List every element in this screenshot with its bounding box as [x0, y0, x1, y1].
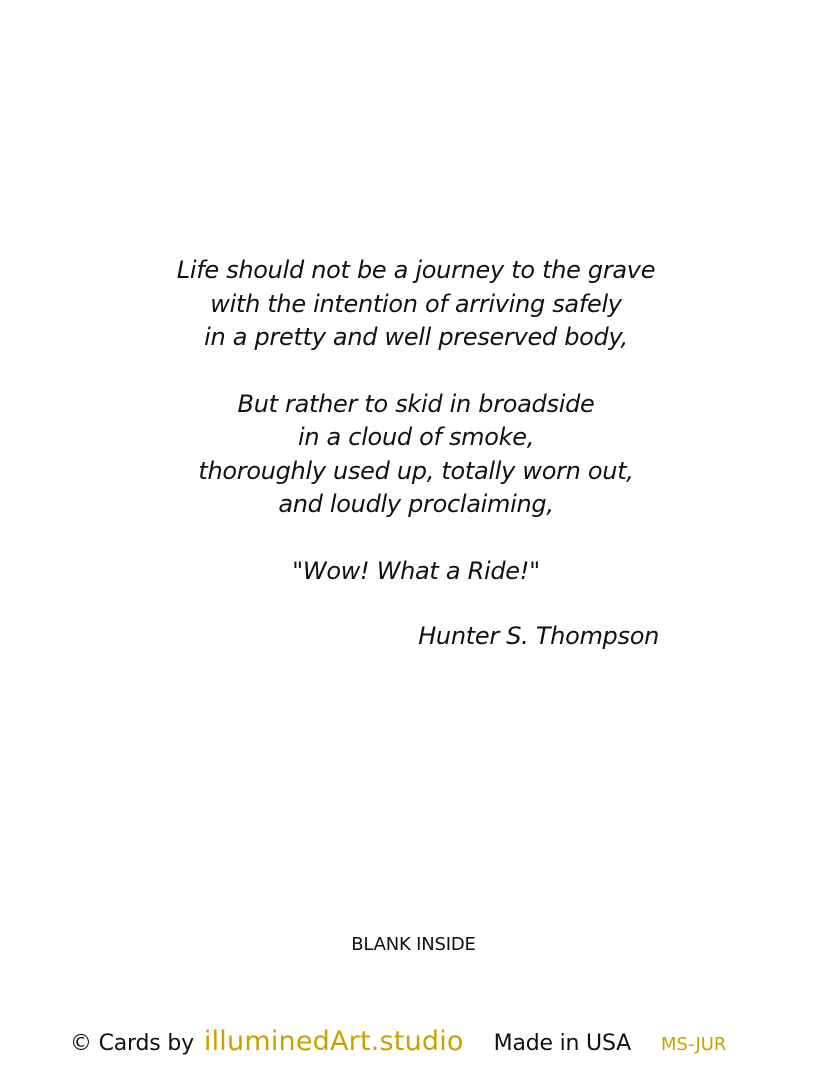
quote-line: and loudly proclaiming, [278, 490, 554, 518]
card-footer [70, 1026, 726, 1057]
quote-stanza-1 [0, 254, 827, 355]
copyright-text: © Cards by [70, 1031, 194, 1056]
quote-line: with the intention of arriving safely [210, 289, 622, 318]
quote-line: thoroughly used up, totally worn out, [198, 456, 634, 485]
quote-line: in a cloud of smoke, [297, 423, 535, 451]
quote-line: Life should not be a journey to the grave [176, 256, 656, 284]
quote-attribution: Hunter S. Thompson [418, 622, 659, 650]
blank-inside-note: BLANK INSIDE [351, 934, 476, 955]
made-in-text: Made in USA [493, 1031, 631, 1056]
quote-line: But rather to skid in broadside [237, 389, 595, 418]
quote-line: in a pretty and well preserved body, [204, 323, 628, 351]
product-code: MS-JUR [661, 1034, 727, 1055]
brand-name: illuminedArt.studio [203, 1026, 464, 1057]
quote-stanza-2 [0, 388, 827, 522]
quote-stanza-3 [0, 555, 827, 589]
quote-exclamation: "Wow! What a Ride!" [292, 556, 540, 585]
quote-block [0, 254, 827, 588]
